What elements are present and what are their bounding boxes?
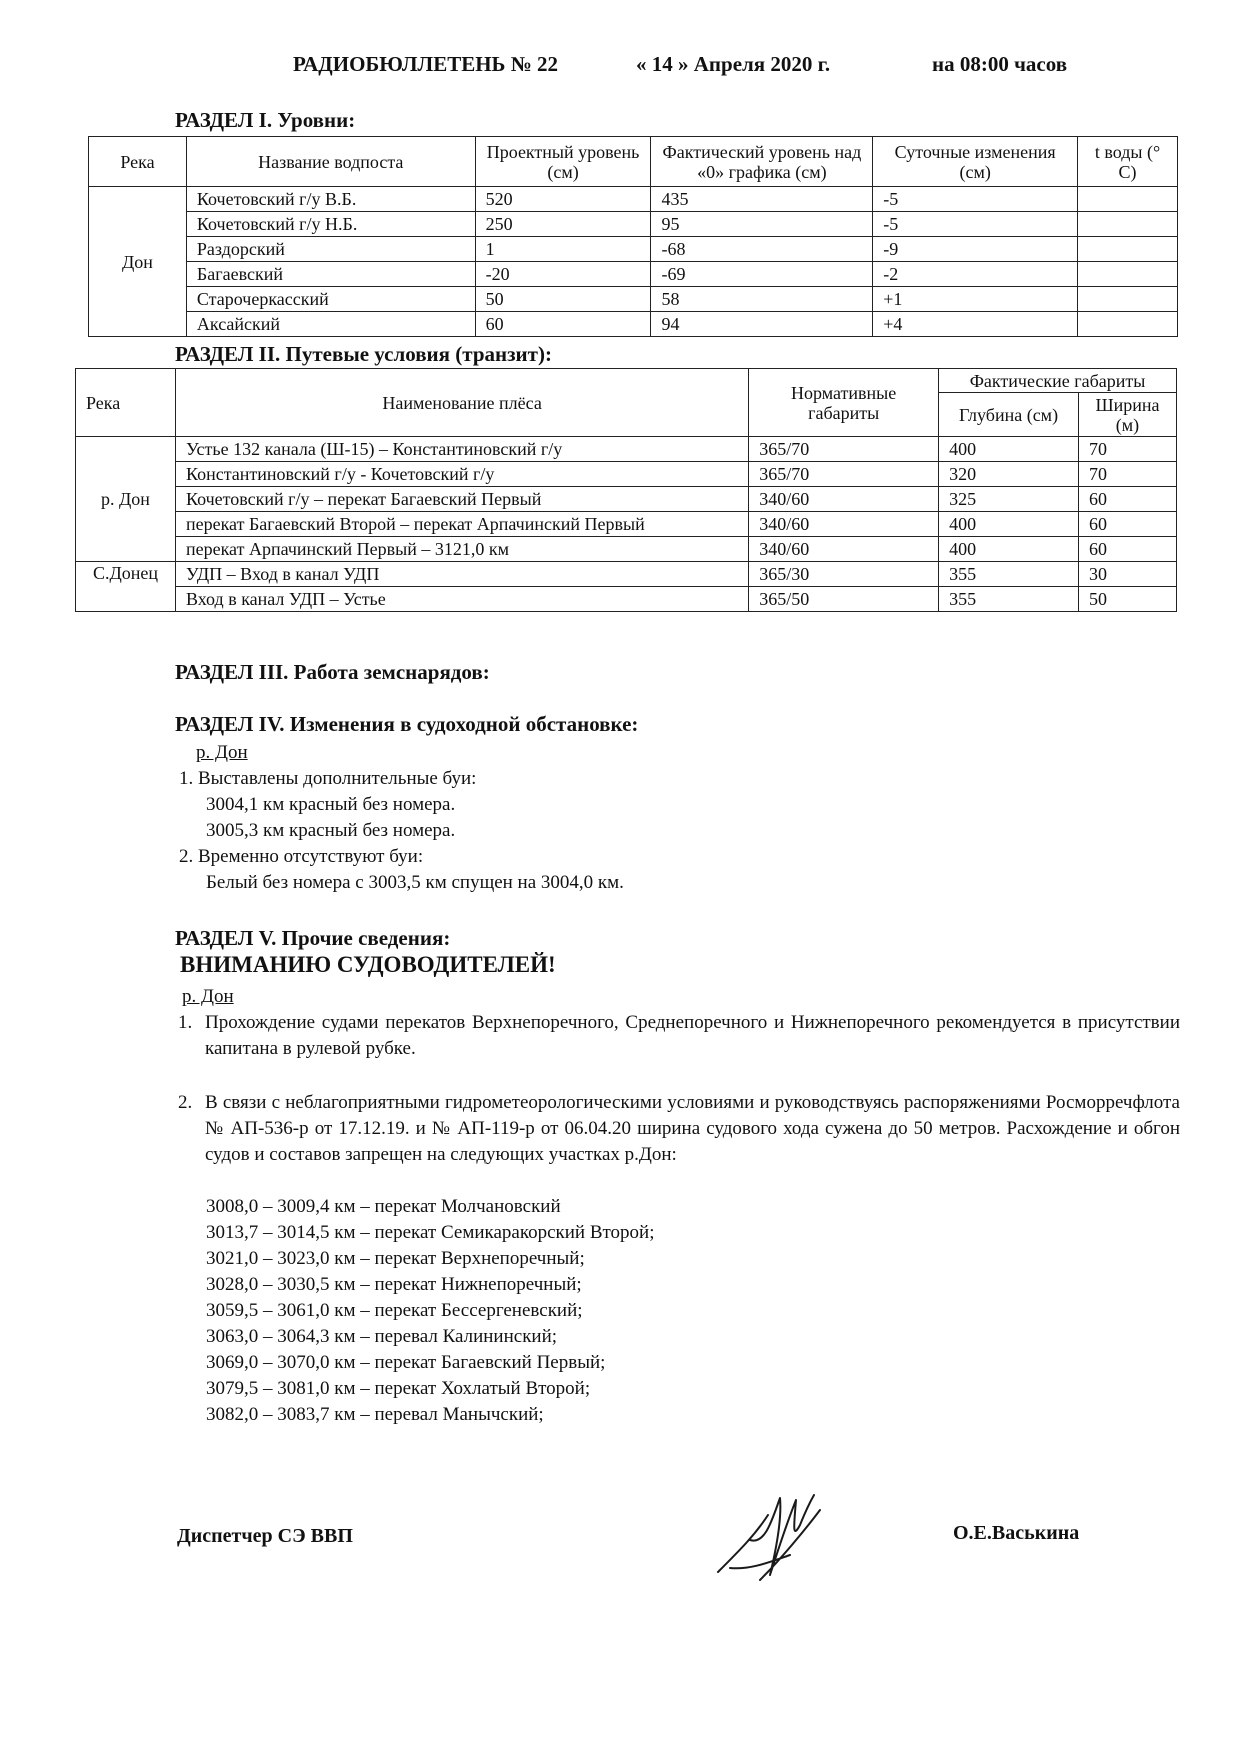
list-item: 3028,0 – 3030,5 км – перекат Нижнепоречный; xyxy=(206,1274,582,1295)
normative-cell: 340/60 xyxy=(749,537,939,562)
depth-cell: 400 xyxy=(939,437,1079,462)
actual-cell: 94 xyxy=(651,312,873,337)
normative-cell: 340/60 xyxy=(749,512,939,537)
table-row xyxy=(76,512,1177,537)
section2-title: РАЗДЕЛ II. Путевые условия (транзит): xyxy=(175,342,552,366)
bulletin-time: на 08:00 часов xyxy=(932,52,1068,76)
col-river: Река xyxy=(89,137,187,187)
table-row xyxy=(89,287,1178,312)
section4-item1: 1. Выставлены дополнительные буи: xyxy=(179,768,477,789)
depth-cell: 355 xyxy=(939,562,1079,587)
reach-cell: перекат Багаевский Второй – перекат Арпачинский Первый xyxy=(175,512,748,537)
reach-cell: УДП – Вход в канал УДП xyxy=(175,562,748,587)
table-row xyxy=(89,262,1178,287)
col-water-temp: t воды (° C) xyxy=(1078,137,1178,187)
section5-item2-text: В связи с неблагоприятными гидрометеорологическими условиями и руководствуясь распоряжениями Росморречфлота № АП-536-р от 17.12.19. и № АП-119-р от 06.04.20 ширина судового хода сужена до 50 метров. Расхождение и обгон судов и составов запрещен на следующих участках р.Дон: xyxy=(205,1092,1180,1165)
post-cell: Старочеркасский xyxy=(186,287,475,312)
normative-cell: 365/50 xyxy=(749,587,939,612)
table-row xyxy=(76,437,1177,462)
depth-cell: 355 xyxy=(939,587,1079,612)
normative-cell: 340/60 xyxy=(749,487,939,512)
width-cell: 60 xyxy=(1078,487,1176,512)
temp-cell xyxy=(1078,287,1178,312)
temp-cell xyxy=(1078,312,1178,337)
section3-title: РАЗДЕЛ III. Работа земснарядов: xyxy=(175,660,490,684)
temp-cell xyxy=(1078,262,1178,287)
list-item: 3063,0 – 3064,3 км – перевал Калининский; xyxy=(206,1326,558,1347)
width-cell: 50 xyxy=(1078,587,1176,612)
table-row xyxy=(76,462,1177,487)
section5-item1-text: Прохождение судами перекатов Верхнепоречного, Среднепоречного и Нижнепоречного рекомендуется в присутствии капитана в рулевой рубке. xyxy=(205,1012,1180,1059)
temp-cell xyxy=(1078,212,1178,237)
actual-cell: 58 xyxy=(651,287,873,312)
table-row xyxy=(76,562,1177,587)
col-design-level: Проектный уровень (см) xyxy=(475,137,651,187)
depth-cell: 400 xyxy=(939,537,1079,562)
col-width: Ширина (м) xyxy=(1078,393,1176,437)
levels-table xyxy=(88,136,1178,337)
table-row xyxy=(89,237,1178,262)
table-row xyxy=(89,212,1178,237)
actual-cell: -68 xyxy=(651,237,873,262)
post-cell: Багаевский xyxy=(186,262,475,287)
list-item: 3079,5 – 3081,0 км – перекат Хохлатый Второй; xyxy=(206,1378,591,1399)
design-cell: 1 xyxy=(475,237,651,262)
design-cell: 50 xyxy=(475,287,651,312)
actual-cell: 95 xyxy=(651,212,873,237)
depth-cell: 320 xyxy=(939,462,1079,487)
col-actual-level: Фактический уровень над «0» графика (см) xyxy=(651,137,873,187)
reach-cell: перекат Арпачинский Первый – 3121,0 км xyxy=(175,537,748,562)
change-cell: +4 xyxy=(873,312,1078,337)
change-cell: -9 xyxy=(873,237,1078,262)
route-conditions-table xyxy=(75,368,1177,612)
col-actual-dimensions: Фактические габариты xyxy=(939,369,1177,393)
list-item: 3069,0 – 3070,0 км – перекат Багаевский Первый; xyxy=(206,1352,606,1373)
design-cell: 520 xyxy=(475,187,651,212)
river-cell: С.Донец xyxy=(76,562,176,612)
restricted-sections-list xyxy=(206,1194,655,1428)
table-row xyxy=(89,187,1178,212)
reach-cell: Кочетовский г/у – перекат Багаевский Первый xyxy=(175,487,748,512)
table-row xyxy=(76,537,1177,562)
col-post-name: Название водпоста xyxy=(186,137,475,187)
section5-item2-number: 2. xyxy=(178,1092,193,1113)
section4-title: РАЗДЕЛ IV. Изменения в судоходной обстановке: xyxy=(175,712,639,736)
width-cell: 70 xyxy=(1078,437,1176,462)
post-cell: Аксайский xyxy=(186,312,475,337)
list-item: 3021,0 – 3023,0 км – перекат Верхнепоречный; xyxy=(206,1248,585,1269)
levels-header-row xyxy=(89,137,1178,187)
section4-item1-line: 3004,1 км красный без номера. xyxy=(206,794,456,815)
depth-cell: 400 xyxy=(939,512,1079,537)
dispatcher-name: О.Е.Васькина xyxy=(953,1522,1080,1544)
width-cell: 60 xyxy=(1078,512,1176,537)
section4-item1-line: 3005,3 км красный без номера. xyxy=(206,820,456,841)
col-river: Река xyxy=(76,369,176,437)
list-item: 3059,5 – 3061,0 км – перекат Бессергеневский; xyxy=(206,1300,583,1321)
change-cell: -5 xyxy=(873,212,1078,237)
dispatcher-position: Диспетчер СЭ ВВП xyxy=(177,1525,353,1547)
depth-cell: 325 xyxy=(939,487,1079,512)
reach-cell: Устье 132 канала (Ш-15) – Константиновский г/у xyxy=(175,437,748,462)
col-depth: Глубина (см) xyxy=(939,393,1079,437)
normative-cell: 365/70 xyxy=(749,437,939,462)
width-cell: 70 xyxy=(1078,462,1176,487)
section5-river: р. Дон xyxy=(182,986,234,1007)
bulletin-title: РАДИОБЮЛЛЕТЕНЬ № 22 xyxy=(293,52,559,76)
design-cell: -20 xyxy=(475,262,651,287)
actual-cell: -69 xyxy=(651,262,873,287)
table-row xyxy=(89,312,1178,337)
list-item: 3008,0 – 3009,4 км – перекат Молчановский xyxy=(206,1196,561,1217)
reach-cell: Константиновский г/у - Кочетовский г/у xyxy=(175,462,748,487)
section4-item2: 2. Временно отсутствуют буи: xyxy=(179,846,424,867)
post-cell: Кочетовский г/у Н.Б. xyxy=(186,212,475,237)
table-row xyxy=(76,587,1177,612)
signature-icon xyxy=(710,1480,840,1590)
design-cell: 60 xyxy=(475,312,651,337)
section4-river: р. Дон xyxy=(196,742,248,763)
list-item: 3082,0 – 3083,7 км – перевал Манычский; xyxy=(206,1404,544,1425)
normative-cell: 365/70 xyxy=(749,462,939,487)
width-cell: 30 xyxy=(1078,562,1176,587)
post-cell: Раздорский xyxy=(186,237,475,262)
list-item: 3013,7 – 3014,5 км – перекат Семикаракорский Второй; xyxy=(206,1222,655,1243)
section4-item2-line: Белый без номера с 3003,5 км спущен на 3004,0 км. xyxy=(206,872,624,893)
post-cell: Кочетовский г/у В.Б. xyxy=(186,187,475,212)
col-reach-name: Наименование плёса xyxy=(175,369,748,437)
section5-item1-number: 1. xyxy=(178,1012,193,1033)
bulletin-date: « 14 » Апреля 2020 г. xyxy=(636,52,831,76)
reach-cell: Вход в канал УДП – Устье xyxy=(175,587,748,612)
attention-heading: ВНИМАНИЮ СУДОВОДИТЕЛЕЙ! xyxy=(180,952,556,977)
width-cell: 60 xyxy=(1078,537,1176,562)
design-cell: 250 xyxy=(475,212,651,237)
change-cell: -2 xyxy=(873,262,1078,287)
river-cell: Дон xyxy=(89,187,187,337)
section5-title: РАЗДЕЛ V. Прочие сведения: xyxy=(175,926,451,950)
col-normative-dimensions: Нормативные габариты xyxy=(749,369,939,437)
change-cell: +1 xyxy=(873,287,1078,312)
temp-cell xyxy=(1078,187,1178,212)
temp-cell xyxy=(1078,237,1178,262)
table-row xyxy=(76,487,1177,512)
river-cell: р. Дон xyxy=(76,437,176,562)
section1-title: РАЗДЕЛ I. Уровни: xyxy=(175,108,356,132)
col-daily-change: Суточные изменения (см) xyxy=(873,137,1078,187)
actual-cell: 435 xyxy=(651,187,873,212)
normative-cell: 365/30 xyxy=(749,562,939,587)
change-cell: -5 xyxy=(873,187,1078,212)
